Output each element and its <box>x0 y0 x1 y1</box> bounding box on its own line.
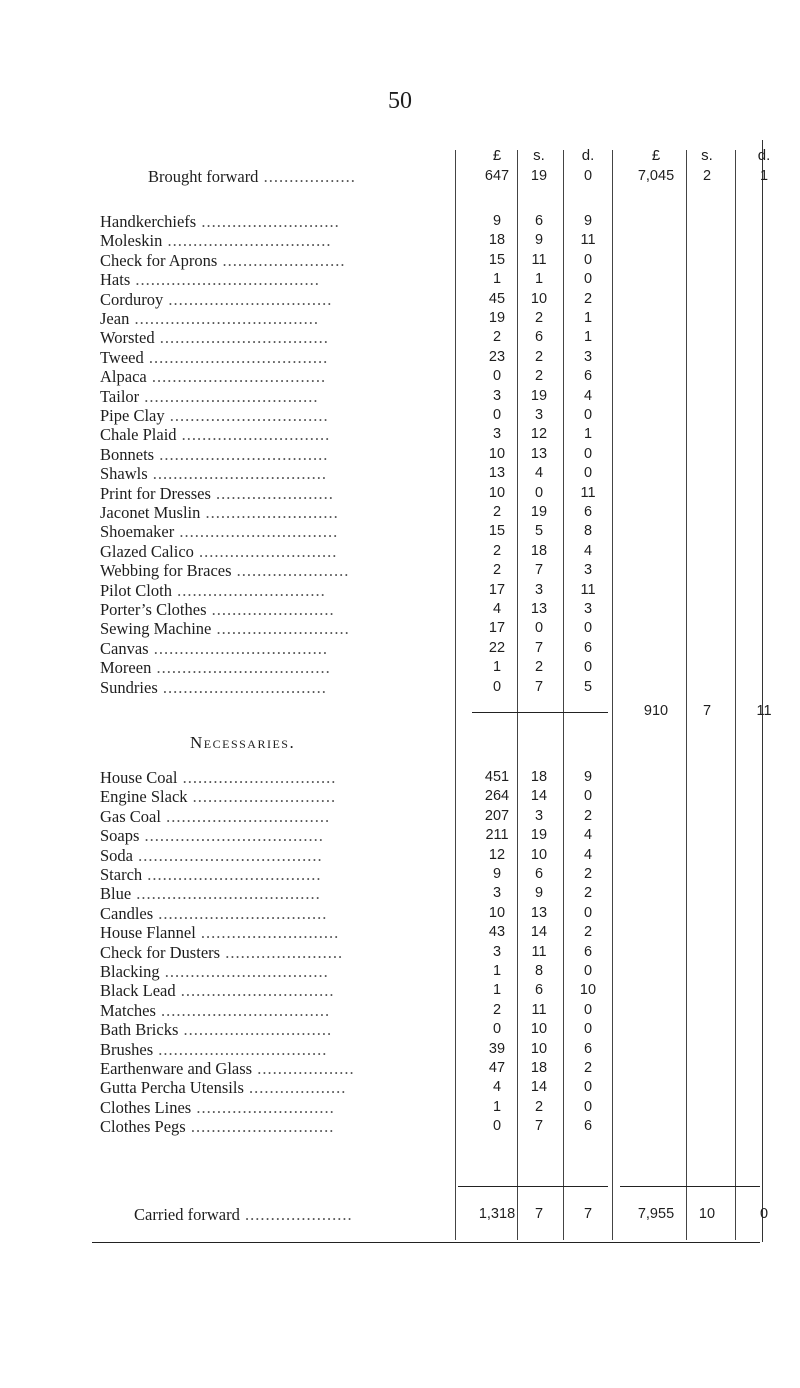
item-shillings: 2 <box>534 368 544 385</box>
item-label <box>100 328 430 348</box>
item-label <box>100 251 430 271</box>
item-name: Engine Slack <box>100 787 188 807</box>
item-pounds: 10 <box>488 484 506 501</box>
item-name: Porter’s Clothes <box>100 600 207 619</box>
item-shillings: 7 <box>534 678 544 695</box>
item-shillings: 6 <box>534 982 544 999</box>
item-pounds: 0 <box>492 678 502 695</box>
item-name: Pipe Clay <box>100 406 165 425</box>
item-pounds: 18 <box>488 232 506 249</box>
column-rule <box>735 150 736 1240</box>
column-rule <box>563 150 564 1240</box>
item-label <box>100 522 430 542</box>
item-pounds: 9 <box>492 866 502 882</box>
item-name: Candles <box>100 903 154 923</box>
leader-dots: .......................... <box>200 503 339 522</box>
item-pence: 4 <box>583 827 593 844</box>
item-label <box>100 884 430 904</box>
item-pounds: 1 <box>492 659 502 676</box>
item-pounds: 45 <box>488 290 506 307</box>
item-pence: 2 <box>583 807 593 824</box>
leader-dots: ................................ <box>160 806 331 826</box>
brought-forward-pence: 0 <box>583 168 593 184</box>
item-pounds: 0 <box>492 1118 502 1135</box>
item-pounds: 10 <box>488 445 506 462</box>
item-label <box>100 600 430 620</box>
item-shillings: 19 <box>530 387 548 404</box>
item-name: Handkerchiefs <box>100 212 197 231</box>
item-pounds: 4 <box>492 1079 502 1096</box>
leader-dots: ........................ <box>206 600 335 619</box>
leader-dots: ................................... <box>139 826 324 846</box>
leader-dots: ........................... <box>195 923 340 943</box>
item-pence: 1 <box>583 329 593 346</box>
item-pence: 8 <box>583 523 593 540</box>
leader-dots: .................................. <box>142 865 322 884</box>
item-name: Hats <box>100 270 131 290</box>
item-pounds: 2 <box>492 504 502 520</box>
item-pounds: 19 <box>488 310 506 326</box>
item-pence: 0 <box>583 1001 593 1018</box>
item-label <box>100 962 430 982</box>
leader-dots: ................................ <box>157 677 327 697</box>
item-shillings: 14 <box>530 788 548 805</box>
item-name: Sewing Machine <box>100 619 212 639</box>
leader-dots: .............................. <box>177 768 337 787</box>
item-shillings: 19 <box>530 827 548 844</box>
item-label <box>100 367 430 387</box>
leader-dots: ................................. <box>154 328 329 348</box>
item-name: Matches <box>100 1000 156 1020</box>
item-pounds: 0 <box>492 1021 502 1038</box>
item-label <box>100 678 430 698</box>
item-pounds: 2 <box>492 329 502 346</box>
leader-dots: .................................. <box>146 367 327 387</box>
item-label <box>100 1098 430 1118</box>
leader-dots: .................................. <box>151 658 331 678</box>
item-shillings: 7 <box>534 562 544 579</box>
leader-dots: .................................... <box>131 884 321 904</box>
item-pounds: 1 <box>492 963 502 979</box>
item-name: Blue <box>100 884 132 904</box>
leader-dots: .................................. <box>139 386 319 406</box>
leader-dots: .......................... <box>211 619 350 639</box>
item-shillings: 7 <box>534 639 544 656</box>
leader-dots: ................................ <box>163 289 333 309</box>
item-label <box>100 561 430 581</box>
leader-dots: ................... <box>243 1078 347 1098</box>
item-shillings: 12 <box>530 426 548 443</box>
leader-dots: ................................. <box>154 444 329 464</box>
leader-dots: ................................. <box>153 903 328 923</box>
header-pounds: £ <box>492 147 502 164</box>
carried-forward-rule <box>458 1186 608 1187</box>
item-shillings: 0 <box>534 484 544 501</box>
header-total-shillings: s. <box>701 147 713 164</box>
leader-dots: .............................. <box>175 981 335 1001</box>
item-pence: 2 <box>583 290 593 307</box>
leader-dots: .................................... <box>133 845 323 865</box>
item-shillings: 3 <box>534 807 544 824</box>
item-pence: 11 <box>580 484 596 501</box>
item-label <box>100 904 430 924</box>
item-name: House Coal <box>100 768 178 787</box>
carried-forward-total-rule <box>620 1186 760 1187</box>
item-shillings: 10 <box>530 1040 548 1057</box>
item-label <box>100 619 430 639</box>
item-pounds: 22 <box>488 639 506 656</box>
leader-dots: ............................. <box>178 1020 333 1040</box>
section1-total-shillings: 7 <box>702 703 712 719</box>
item-pence: 6 <box>583 943 593 960</box>
item-pence: 11 <box>580 232 596 249</box>
section1-sum-rule <box>472 712 608 713</box>
leader-dots: ...................... <box>231 561 350 581</box>
leader-dots: ................................... <box>143 347 329 367</box>
leader-dots: ............................ <box>187 787 337 807</box>
item-label <box>100 1059 430 1079</box>
item-pounds: 0 <box>492 368 502 385</box>
item-shillings: 11 <box>531 943 547 960</box>
leader-dots: ....................... <box>210 483 334 503</box>
item-shillings: 5 <box>534 523 544 540</box>
item-pounds: 43 <box>488 924 506 941</box>
section-heading-necessaries: Necessaries. <box>190 733 296 752</box>
item-label <box>100 1001 430 1021</box>
item-pence: 4 <box>583 387 593 404</box>
item-label <box>100 425 430 445</box>
item-shillings: 0 <box>534 620 544 637</box>
item-pence: 0 <box>583 251 593 268</box>
leader-dots: ............................ <box>185 1117 335 1137</box>
item-label <box>100 943 430 963</box>
item-name: Sundries <box>100 677 158 697</box>
brought-forward-pounds: 647 <box>484 168 510 184</box>
item-pounds: 9 <box>492 213 502 229</box>
item-name: Tailor <box>100 386 140 406</box>
item-pence: 6 <box>583 368 593 385</box>
item-pence: 1 <box>583 426 593 443</box>
item-pence: 0 <box>583 271 593 288</box>
item-shillings: 10 <box>530 846 548 863</box>
item-name: Brushes <box>100 1039 154 1059</box>
item-shillings: 14 <box>530 924 548 941</box>
item-label <box>100 658 430 678</box>
item-pence: 0 <box>583 659 593 676</box>
item-pounds: 2 <box>492 562 502 579</box>
item-shillings: 10 <box>530 1021 548 1038</box>
leader-dots: .................................... <box>130 270 320 290</box>
carried-forward-total-pounds: 7,955 <box>637 1206 675 1222</box>
item-label <box>100 406 430 426</box>
item-pounds: 1 <box>492 1098 502 1115</box>
item-shillings: 13 <box>530 601 548 617</box>
item-pence: 6 <box>583 1040 593 1057</box>
item-name: Jean <box>100 309 130 328</box>
item-name: Canvas <box>100 638 149 658</box>
item-pence: 3 <box>583 348 593 365</box>
item-shillings: 1 <box>534 271 544 288</box>
leader-dots: ........................... <box>196 212 340 231</box>
item-pence: 0 <box>583 963 593 979</box>
item-pence: 11 <box>580 581 596 598</box>
item-pence: 6 <box>583 504 593 520</box>
item-label <box>100 807 430 827</box>
item-name: Blacking <box>100 962 160 981</box>
item-pounds: 17 <box>488 581 506 598</box>
item-pounds: 10 <box>488 904 506 921</box>
item-label <box>100 270 430 290</box>
item-label <box>100 639 430 659</box>
column-rule <box>612 150 613 1240</box>
item-label <box>100 581 430 601</box>
item-pounds: 23 <box>488 348 506 365</box>
item-pounds: 15 <box>488 251 506 268</box>
item-label <box>100 348 430 368</box>
page-number: 50 <box>388 88 412 114</box>
item-label <box>100 865 430 885</box>
item-name: Print for Dresses <box>100 483 211 503</box>
item-pounds: 0 <box>492 407 502 423</box>
leader-dots: ............................. <box>171 580 326 600</box>
column-rule <box>455 150 456 1240</box>
item-name: Shoemaker <box>100 522 175 542</box>
item-pence: 0 <box>583 620 593 637</box>
item-label <box>100 387 430 407</box>
carried-forward-label: Carried forward ..................... <box>134 1205 353 1224</box>
brought-forward-total-pence: 1 <box>759 168 769 184</box>
item-pence: 0 <box>583 1021 593 1038</box>
item-label <box>100 787 430 807</box>
leader-dots: .................................. <box>147 464 328 484</box>
item-name: Clothes Lines <box>100 1097 192 1117</box>
item-shillings: 2 <box>534 1098 544 1115</box>
item-pence: 9 <box>583 213 593 229</box>
item-name: Bonnets <box>100 444 155 464</box>
item-pence: 2 <box>583 1060 593 1076</box>
item-name: Alpaca <box>100 367 147 387</box>
item-shillings: 13 <box>530 445 548 462</box>
item-pence: 5 <box>583 678 593 695</box>
item-label <box>100 1040 430 1060</box>
item-shillings: 10 <box>530 290 548 307</box>
section1-total-pence: 11 <box>756 703 772 719</box>
item-label <box>100 846 430 866</box>
item-name: Soda <box>100 845 133 865</box>
leader-dots: ........................ <box>217 250 346 270</box>
item-pounds: 451 <box>484 769 510 785</box>
item-shillings: 3 <box>534 581 544 598</box>
leader-dots: ............................... <box>174 522 339 542</box>
item-name: Webbing for Braces <box>100 561 232 581</box>
item-pence: 9 <box>583 769 593 785</box>
leader-dots: ............................. <box>176 425 331 445</box>
item-shillings: 7 <box>534 1118 544 1135</box>
item-name: Moreen <box>100 658 152 678</box>
item-shillings: 6 <box>534 329 544 346</box>
item-name: Starch <box>100 865 143 884</box>
item-pence: 3 <box>583 601 593 617</box>
item-pounds: 4 <box>492 601 502 617</box>
item-pence: 6 <box>583 1118 593 1135</box>
column-rule <box>686 150 687 1240</box>
item-shillings: 18 <box>530 542 548 559</box>
item-pounds: 264 <box>484 788 510 805</box>
item-name: Pilot Cloth <box>100 580 172 600</box>
item-pence: 10 <box>579 982 597 999</box>
item-pence: 4 <box>583 846 593 863</box>
item-name: Chale Plaid <box>100 425 177 445</box>
item-pence: 0 <box>583 1098 593 1115</box>
item-shillings: 18 <box>530 1060 548 1076</box>
item-label <box>100 1078 430 1098</box>
item-pounds: 15 <box>488 523 506 540</box>
item-pounds: 1 <box>492 271 502 288</box>
header-pence: d. <box>581 147 595 164</box>
item-name: House Flannel <box>100 923 196 943</box>
item-shillings: 19 <box>530 504 548 520</box>
item-shillings: 4 <box>534 465 544 482</box>
leader-dots: ....................... <box>220 942 344 962</box>
item-label <box>100 542 430 562</box>
item-label <box>100 981 430 1001</box>
item-name: Tweed <box>100 347 144 367</box>
item-label <box>100 768 430 788</box>
item-shillings: 9 <box>534 885 544 902</box>
item-name: Bath Bricks <box>100 1020 179 1040</box>
leader-dots: ................................ <box>159 962 329 981</box>
item-shillings: 8 <box>534 963 544 979</box>
item-pounds: 3 <box>492 885 502 902</box>
carried-forward-pounds: 1,318 <box>478 1206 516 1222</box>
item-label <box>100 826 430 846</box>
item-label <box>100 503 430 523</box>
item-pounds: 207 <box>484 807 510 824</box>
carried-forward-shillings: 7 <box>534 1206 544 1222</box>
item-pence: 1 <box>583 310 593 326</box>
item-pence: 4 <box>583 542 593 559</box>
leader-dots: ............................... <box>164 406 329 425</box>
item-name: Clothes Pegs <box>100 1117 186 1137</box>
brought-forward-shillings: 19 <box>530 168 548 184</box>
item-pence: 2 <box>583 885 593 902</box>
leader-dots: .................................. <box>148 638 328 658</box>
item-pence: 6 <box>583 639 593 656</box>
item-shillings: 6 <box>534 213 544 229</box>
brought-forward-total-pounds: 7,045 <box>637 168 675 184</box>
item-name: Earthenware and Glass <box>100 1059 253 1078</box>
item-name: Gas Coal <box>100 806 161 826</box>
item-pence: 0 <box>583 407 593 423</box>
header-total-pounds: £ <box>651 147 661 164</box>
item-pence: 0 <box>583 788 593 805</box>
leader-dots: ................................ <box>162 231 332 251</box>
item-shillings: 14 <box>530 1079 548 1096</box>
carried-forward-pence: 7 <box>583 1206 593 1222</box>
item-pounds: 1 <box>492 982 502 999</box>
item-pence: 0 <box>583 465 593 482</box>
header-shillings: s. <box>533 147 545 164</box>
item-name: Check for Aprons <box>100 250 218 270</box>
item-name: Shawls <box>100 464 148 484</box>
item-pounds: 17 <box>488 620 506 637</box>
item-label <box>100 1020 430 1040</box>
item-pence: 0 <box>583 1079 593 1096</box>
item-pounds: 3 <box>492 426 502 443</box>
item-shillings: 3 <box>534 407 544 423</box>
item-label <box>100 484 430 504</box>
item-pounds: 3 <box>492 943 502 960</box>
item-shillings: 9 <box>534 232 544 249</box>
item-shillings: 2 <box>534 310 544 326</box>
item-shillings: 18 <box>530 769 548 785</box>
item-name: Check for Dusters <box>100 942 221 962</box>
item-pounds: 211 <box>485 827 509 844</box>
item-pounds: 2 <box>492 1001 502 1018</box>
item-shillings: 2 <box>534 348 544 365</box>
leader-dots: ........................... <box>191 1097 335 1117</box>
item-label <box>100 231 430 251</box>
item-pounds: 47 <box>488 1060 506 1076</box>
brought-forward-label: Brought forward .................. <box>148 167 356 186</box>
item-pence: 2 <box>583 924 593 941</box>
item-shillings: 13 <box>530 904 548 921</box>
item-pounds: 39 <box>488 1040 506 1057</box>
item-shillings: 11 <box>531 251 547 268</box>
item-pounds: 2 <box>492 542 502 559</box>
item-label <box>100 309 430 329</box>
item-name: Corduroy <box>100 289 164 309</box>
leader-dots: ................................. <box>153 1039 328 1059</box>
item-pence: 0 <box>583 445 593 462</box>
section1-total-pounds: 910 <box>643 703 669 719</box>
carried-forward-total-pence: 0 <box>759 1206 769 1222</box>
item-name: Jaconet Muslin <box>100 503 201 522</box>
item-name: Soaps <box>100 826 140 846</box>
item-pence: 0 <box>583 904 593 921</box>
item-label <box>100 464 430 484</box>
item-label <box>100 212 430 232</box>
item-shillings: 11 <box>531 1001 547 1018</box>
item-pence: 2 <box>583 866 593 882</box>
header-total-pence: d. <box>757 147 771 164</box>
item-name: Black Lead <box>100 981 176 1001</box>
item-name: Worsted <box>100 328 155 348</box>
item-shillings: 6 <box>534 866 544 882</box>
leader-dots: .................................... <box>129 309 319 328</box>
item-label <box>100 1117 430 1137</box>
item-label <box>100 923 430 943</box>
item-pounds: 12 <box>488 846 506 863</box>
item-label <box>100 290 430 310</box>
carried-forward-total-shillings: 10 <box>698 1206 716 1222</box>
item-pounds: 3 <box>492 387 502 404</box>
item-pence: 3 <box>583 562 593 579</box>
item-pounds: 13 <box>488 465 506 482</box>
leader-dots: ................................. <box>155 1000 331 1020</box>
item-name: Gutta Percha Utensils <box>100 1078 244 1098</box>
item-label <box>100 445 430 465</box>
item-shillings: 2 <box>534 659 544 676</box>
item-name: Moleskin <box>100 231 163 251</box>
brought-forward-total-shillings: 2 <box>702 168 712 184</box>
item-name: Glazed Calico <box>100 541 194 561</box>
leader-dots: ................... <box>252 1059 355 1078</box>
leader-dots: ........................... <box>193 541 338 561</box>
